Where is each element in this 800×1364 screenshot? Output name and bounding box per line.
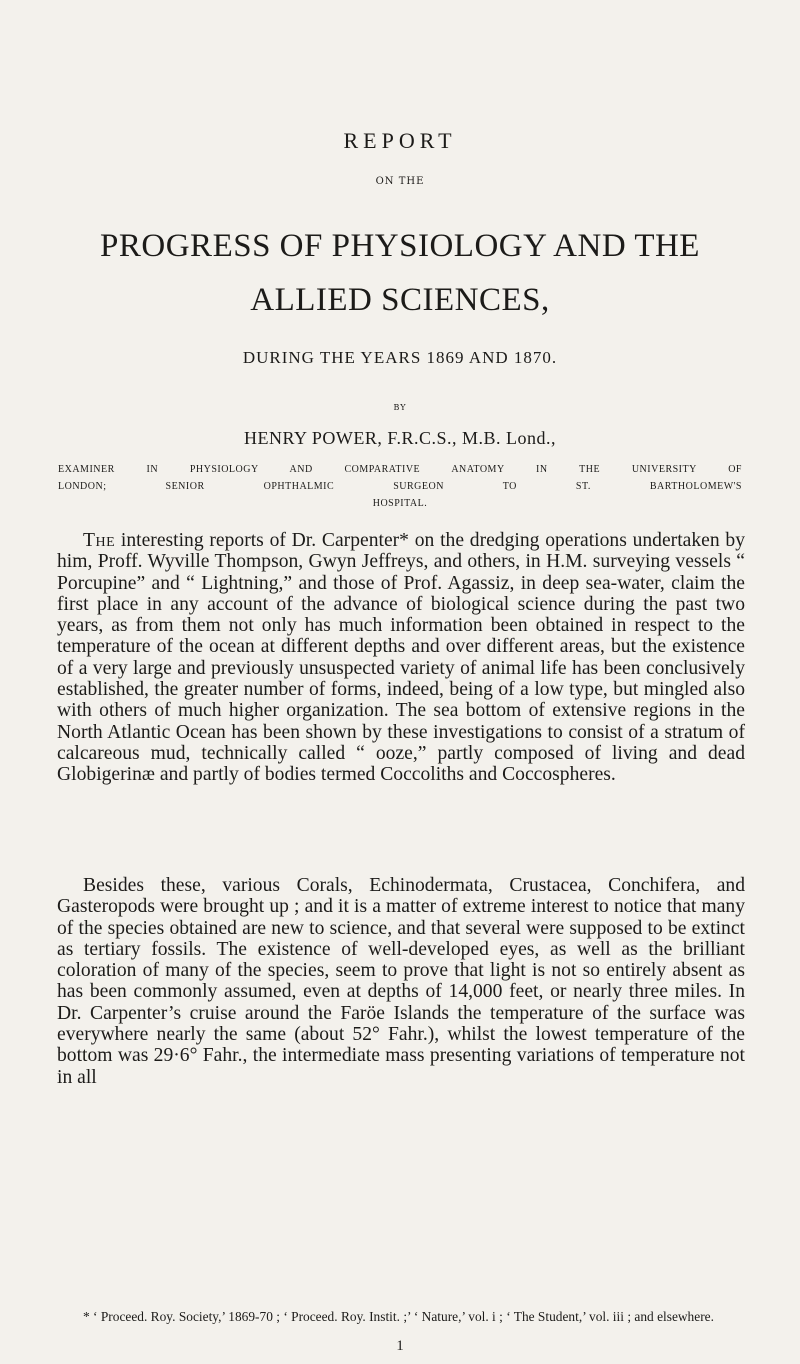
page-number: 1 [396, 1338, 404, 1354]
report-heading: REPORT [343, 128, 457, 153]
years-subtitle: DURING THE YEARS 1869 AND 1870. [242, 348, 558, 367]
paragraph-1-text: interesting reports of Dr. Carpenter* on the dredging operations undertaken by him, Proff. Wyville Thompson, Gwyn Jeffreys, and others, in H.M. surveying vessels “ Porcupine” and “ Lightning,” and those of Prof. Agassiz, in deep sea-water, claim the first place in any account of the advance of biological science during the past two years, as from them not only has much information been obtained in respect to the temperature of the ocean at different depths and over different areas, but the existence of a very large and previously unsuspected variety of animal life has been conclusively established, the greater number of forms, indeed, being of a low type, but mingled also with others of much higher organization. The sea bottom of extensive regions in the North Atlantic Ocean has been shown by these investigations to consist of a stratum of calcareous mud, technically called “ ooze,” partly composed of living and dead Globigerinæ and partly of bodies termed Coccoliths and Coccospheres. [57, 530, 745, 786]
title-line-2: ALLIED SCIENCES, [250, 282, 550, 318]
author-credentials-line-3: HOSPITAL. [372, 498, 428, 509]
author-name: HENRY POWER, F.R.C.S., M.B. Lond., [244, 428, 556, 448]
body-paragraph-2: Besides these, various Corals, Echinodermata, Crustacea, Conchifera, and Gasteropods were brought up ; and it is a matter of extreme interest to notice that many of the species obtained are new to science, and that several were supposed to be extinct as tertiary fossils. The existence of well-developed eyes, as well as the brilliant coloration of many of the species, seem to prove that light is not so entirely absent as has been commonly assumed, even at depths of 14,000 feet, or nearly three miles. In Dr. Carpenter’s cruise around the Faröe Islands the temperature of the surface was everywhere nearly the same (about 52° Fahr.), whilst the lowest temperature of the bottom was 29·6° Fahr., the intermediate mass presenting variations of temperature not in all [57, 875, 745, 1088]
by-line: BY [393, 403, 407, 412]
title-line-1: PROGRESS OF PHYSIOLOGY AND THE [100, 228, 700, 264]
on-the-line: ON THE [375, 176, 425, 187]
author-credentials-line-2: LONDON; SENIOR OPHTHALMIC SURGEON TO ST. BARTHOLOMEW'S [58, 481, 742, 492]
paragraph-lead-words: The [83, 530, 116, 551]
body-paragraph-1 [57, 530, 745, 786]
footnote: * ‘ Proceed. Roy. Society,’ 1869-70 ; ‘ Proceed. Roy. Instit. ;’ ‘ Nature,’ vol. i ; ‘ The Student,’ vol. iii ; and elsewhere. [83, 1309, 714, 1324]
author-credentials-line-1: EXAMINER IN PHYSIOLOGY AND COMPARATIVE ANATOMY IN THE UNIVERSITY OF [58, 464, 742, 475]
